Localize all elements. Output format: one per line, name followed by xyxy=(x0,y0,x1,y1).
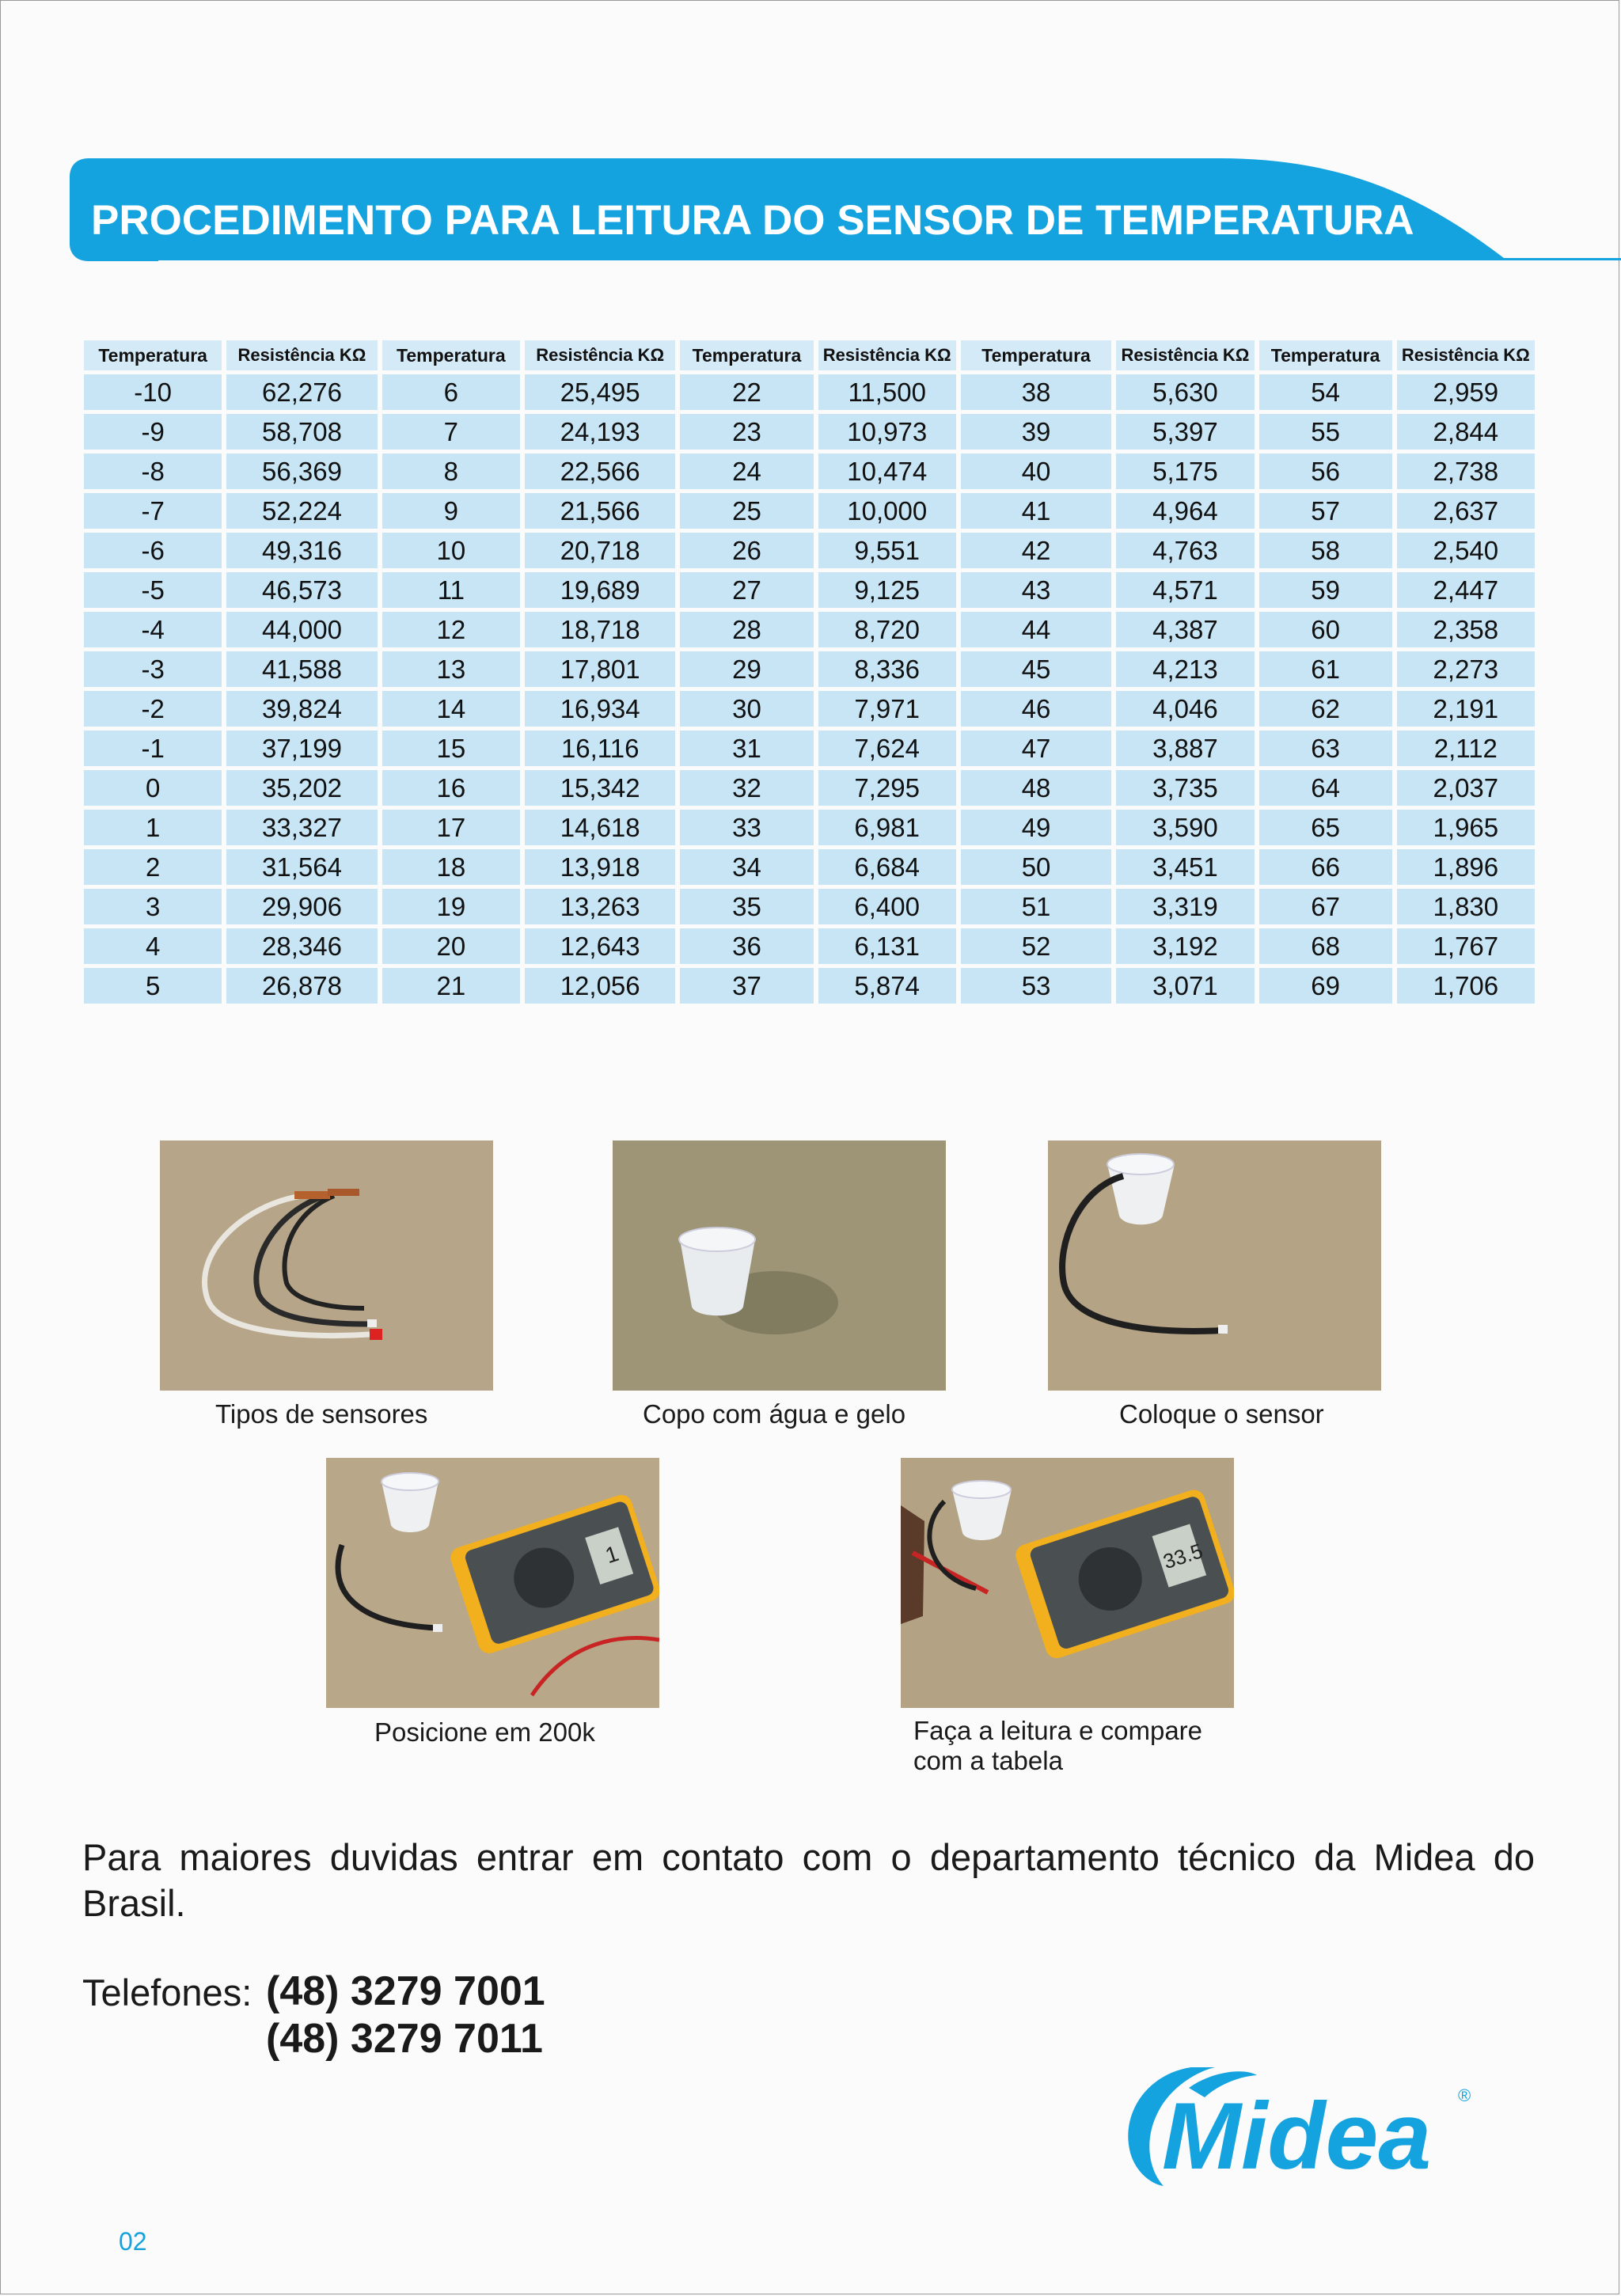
temperature-cell: 36 xyxy=(680,928,813,964)
resistance-cell: 62,276 xyxy=(226,374,377,410)
header-resistance: Resistência KΩ xyxy=(1397,340,1535,370)
table-row xyxy=(84,414,1535,450)
resistance-cell: 25,495 xyxy=(525,374,675,410)
temperature-cell: -1 xyxy=(84,731,222,766)
temperature-cell: 17 xyxy=(382,810,520,845)
temperature-cell: 24 xyxy=(680,454,813,489)
resistance-cell: 52,224 xyxy=(226,493,377,529)
table-row xyxy=(84,454,1535,489)
resistance-cell: 6,981 xyxy=(818,810,956,845)
resistance-cell: 1,830 xyxy=(1397,889,1535,924)
resistance-cell: 19,689 xyxy=(525,572,675,608)
resistance-cell: 28,346 xyxy=(226,928,377,964)
resistance-cell: 3,590 xyxy=(1116,810,1254,845)
temperature-cell: 25 xyxy=(680,493,813,529)
temperature-cell: 31 xyxy=(680,731,813,766)
temperature-cell: 53 xyxy=(961,968,1111,1004)
resistance-cell: 26,878 xyxy=(226,968,377,1004)
temperature-cell: 15 xyxy=(382,731,520,766)
temperature-cell: 14 xyxy=(382,691,520,727)
temperature-cell: 7 xyxy=(382,414,520,450)
temperature-cell: 16 xyxy=(382,770,520,806)
temperature-cell: 6 xyxy=(382,374,520,410)
page-title: PROCEDIMENTO PARA LEITURA DO SENSOR DE TEMPERATURA xyxy=(91,197,1414,244)
midea-logo-text: Midea xyxy=(1162,2083,1432,2189)
midea-logo xyxy=(1116,2050,1488,2192)
photo-place-sensor xyxy=(1048,1140,1381,1391)
table-row xyxy=(84,612,1535,647)
temperature-cell: -10 xyxy=(84,374,222,410)
resistance-cell: 6,131 xyxy=(818,928,956,964)
resistance-cell: 10,474 xyxy=(818,454,956,489)
resistance-cell: 7,624 xyxy=(818,731,956,766)
resistance-cell: 35,202 xyxy=(226,770,377,806)
resistance-cell: 9,551 xyxy=(818,533,956,568)
temperature-cell: 64 xyxy=(1259,770,1392,806)
temperature-cell: 61 xyxy=(1259,651,1392,687)
resistance-cell: 2,738 xyxy=(1397,454,1535,489)
resistance-cell: 1,896 xyxy=(1397,849,1535,885)
temperature-cell: 62 xyxy=(1259,691,1392,727)
resistance-cell: 5,175 xyxy=(1116,454,1254,489)
resistance-cell: 10,000 xyxy=(818,493,956,529)
resistance-cell: 1,965 xyxy=(1397,810,1535,845)
resistance-cell: 2,358 xyxy=(1397,612,1535,647)
temperature-cell: 28 xyxy=(680,612,813,647)
caption-sensor-types: Tipos de sensores xyxy=(215,1399,428,1429)
header-temperature: Temperatura xyxy=(84,340,222,370)
table-row xyxy=(84,810,1535,845)
temperature-cell: 41 xyxy=(961,493,1111,529)
resistance-cell: 5,874 xyxy=(818,968,956,1004)
temperature-cell: 18 xyxy=(382,849,520,885)
header-temperature: Temperatura xyxy=(680,340,813,370)
resistance-cell: 2,540 xyxy=(1397,533,1535,568)
temperature-cell: -4 xyxy=(84,612,222,647)
multimeter-display-200k: 1 xyxy=(602,1540,622,1569)
table-row xyxy=(84,849,1535,885)
temperature-cell: -7 xyxy=(84,493,222,529)
temperature-cell: 38 xyxy=(961,374,1111,410)
table-row xyxy=(84,651,1535,687)
photo-read-value xyxy=(901,1458,1234,1708)
temperature-cell: 60 xyxy=(1259,612,1392,647)
temperature-cell: 63 xyxy=(1259,731,1392,766)
resistance-cell: 3,735 xyxy=(1116,770,1254,806)
resistance-cell: 6,684 xyxy=(818,849,956,885)
resistance-cell: 20,718 xyxy=(525,533,675,568)
resistance-cell: 1,706 xyxy=(1397,968,1535,1004)
header-resistance: Resistência KΩ xyxy=(525,340,675,370)
temperature-cell: 43 xyxy=(961,572,1111,608)
resistance-cell: 5,397 xyxy=(1116,414,1254,450)
multimeter-display-reading: 33.5 xyxy=(1160,1539,1206,1574)
temperature-cell: 33 xyxy=(680,810,813,845)
resistance-cell: 4,213 xyxy=(1116,651,1254,687)
temperature-cell: 49 xyxy=(961,810,1111,845)
table-row xyxy=(84,374,1535,410)
resistance-cell: 2,637 xyxy=(1397,493,1535,529)
temperature-cell: 8 xyxy=(382,454,520,489)
temperature-cell: 10 xyxy=(382,533,520,568)
resistance-cell: 6,400 xyxy=(818,889,956,924)
resistance-cell: 15,342 xyxy=(525,770,675,806)
photo-multimeter-200k xyxy=(326,1458,659,1708)
temperature-cell: 5 xyxy=(84,968,222,1004)
table-row xyxy=(84,928,1535,964)
resistance-cell: 2,959 xyxy=(1397,374,1535,410)
table-row xyxy=(84,770,1535,806)
temperature-cell: -8 xyxy=(84,454,222,489)
header-resistance: Resistência KΩ xyxy=(226,340,377,370)
temperature-cell: 35 xyxy=(680,889,813,924)
resistance-cell: 41,588 xyxy=(226,651,377,687)
page-number: 02 xyxy=(119,2227,147,2256)
table-row xyxy=(84,889,1535,924)
resistance-cell: 12,643 xyxy=(525,928,675,964)
temperature-cell: 47 xyxy=(961,731,1111,766)
temperature-cell: -5 xyxy=(84,572,222,608)
resistance-cell: 33,327 xyxy=(226,810,377,845)
resistance-cell: 18,718 xyxy=(525,612,675,647)
header-temperature: Temperatura xyxy=(1259,340,1392,370)
temperature-cell: 54 xyxy=(1259,374,1392,410)
temperature-cell: 50 xyxy=(961,849,1111,885)
temperature-cell: 42 xyxy=(961,533,1111,568)
table-row xyxy=(84,731,1535,766)
resistance-cell: 16,934 xyxy=(525,691,675,727)
temperature-cell: 52 xyxy=(961,928,1111,964)
resistance-cell: 5,630 xyxy=(1116,374,1254,410)
temperature-cell: -9 xyxy=(84,414,222,450)
resistance-cell: 56,369 xyxy=(226,454,377,489)
resistance-cell: 3,451 xyxy=(1116,849,1254,885)
temperature-cell: 39 xyxy=(961,414,1111,450)
resistance-cell: 29,906 xyxy=(226,889,377,924)
temperature-cell: 59 xyxy=(1259,572,1392,608)
temperature-cell: 23 xyxy=(680,414,813,450)
temperature-cell: 44 xyxy=(961,612,1111,647)
temperature-cell: 1 xyxy=(84,810,222,845)
resistance-cell: 8,336 xyxy=(818,651,956,687)
temperature-cell: 27 xyxy=(680,572,813,608)
temperature-cell: 40 xyxy=(961,454,1111,489)
temperature-cell: -3 xyxy=(84,651,222,687)
resistance-cell: 22,566 xyxy=(525,454,675,489)
table-body xyxy=(84,374,1535,1004)
resistance-cell: 7,971 xyxy=(818,691,956,727)
table-row xyxy=(84,493,1535,529)
temperature-cell: 55 xyxy=(1259,414,1392,450)
resistance-cell: 49,316 xyxy=(226,533,377,568)
resistance-cell: 44,000 xyxy=(226,612,377,647)
temperature-cell: 29 xyxy=(680,651,813,687)
caption-cup-ice-water: Copo com água e gelo xyxy=(643,1399,906,1429)
phones-label: Telefones: xyxy=(82,1972,252,2013)
temperature-cell: 56 xyxy=(1259,454,1392,489)
resistance-cell: 2,844 xyxy=(1397,414,1535,450)
temperature-cell: 22 xyxy=(680,374,813,410)
temperature-cell: 2 xyxy=(84,849,222,885)
resistance-cell: 8,720 xyxy=(818,612,956,647)
resistance-cell: 9,125 xyxy=(818,572,956,608)
header-temperature: Temperatura xyxy=(961,340,1111,370)
resistance-cell: 2,191 xyxy=(1397,691,1535,727)
temperature-cell: 57 xyxy=(1259,493,1392,529)
resistance-table xyxy=(79,336,1539,1008)
resistance-cell: 7,295 xyxy=(818,770,956,806)
resistance-cell: 24,193 xyxy=(525,414,675,450)
resistance-cell: 2,037 xyxy=(1397,770,1535,806)
temperature-cell: 66 xyxy=(1259,849,1392,885)
caption-place-sensor: Coloque o sensor xyxy=(1119,1399,1324,1429)
resistance-cell: 13,918 xyxy=(525,849,675,885)
temperature-cell: 51 xyxy=(961,889,1111,924)
resistance-cell: 10,973 xyxy=(818,414,956,450)
resistance-cell: 16,116 xyxy=(525,731,675,766)
resistance-cell: 1,767 xyxy=(1397,928,1535,964)
resistance-cell: 17,801 xyxy=(525,651,675,687)
table-row xyxy=(84,968,1535,1004)
temperature-cell: 32 xyxy=(680,770,813,806)
header-resistance: Resistência KΩ xyxy=(818,340,956,370)
resistance-cell: 14,618 xyxy=(525,810,675,845)
temperature-cell: 21 xyxy=(382,968,520,1004)
temperature-cell: 0 xyxy=(84,770,222,806)
resistance-table-wrapper xyxy=(79,336,1539,1008)
temperature-cell: 19 xyxy=(382,889,520,924)
resistance-cell: 4,763 xyxy=(1116,533,1254,568)
midea-logo-graphic xyxy=(1116,2050,1488,2192)
table-row xyxy=(84,572,1535,608)
temperature-cell: 46 xyxy=(961,691,1111,727)
photo-cup-ice-water xyxy=(613,1140,946,1391)
temperature-cell: 12 xyxy=(382,612,520,647)
resistance-cell: 12,056 xyxy=(525,968,675,1004)
temperature-cell: 4 xyxy=(84,928,222,964)
resistance-cell: 4,964 xyxy=(1116,493,1254,529)
temperature-cell: 30 xyxy=(680,691,813,727)
phone-number-1: (48) 3279 7001 xyxy=(266,1968,545,2014)
resistance-cell: 3,887 xyxy=(1116,731,1254,766)
temperature-cell: 45 xyxy=(961,651,1111,687)
resistance-cell: 21,566 xyxy=(525,493,675,529)
caption-multimeter-200k: Posicione em 200k xyxy=(374,1717,595,1747)
phone-number-2: (48) 3279 7011 xyxy=(266,2016,543,2062)
table-row xyxy=(84,533,1535,568)
resistance-cell: 13,263 xyxy=(525,889,675,924)
temperature-cell: 3 xyxy=(84,889,222,924)
temperature-cell: 13 xyxy=(382,651,520,687)
temperature-cell: 68 xyxy=(1259,928,1392,964)
temperature-cell: 11 xyxy=(382,572,520,608)
temperature-cell: 67 xyxy=(1259,889,1392,924)
photo-sensor-types xyxy=(160,1140,493,1391)
resistance-cell: 2,112 xyxy=(1397,731,1535,766)
resistance-cell: 3,192 xyxy=(1116,928,1254,964)
resistance-cell: 2,447 xyxy=(1397,572,1535,608)
resistance-cell: 37,199 xyxy=(226,731,377,766)
temperature-cell: -2 xyxy=(84,691,222,727)
resistance-cell: 46,573 xyxy=(226,572,377,608)
temperature-cell: 20 xyxy=(382,928,520,964)
temperature-cell: 58 xyxy=(1259,533,1392,568)
resistance-cell: 4,571 xyxy=(1116,572,1254,608)
registered-mark: ® xyxy=(1458,2085,1471,2105)
resistance-cell: 2,273 xyxy=(1397,651,1535,687)
table-row xyxy=(84,691,1535,727)
temperature-cell: 37 xyxy=(680,968,813,1004)
resistance-cell: 4,046 xyxy=(1116,691,1254,727)
resistance-cell: 11,500 xyxy=(818,374,956,410)
temperature-cell: 34 xyxy=(680,849,813,885)
resistance-cell: 4,387 xyxy=(1116,612,1254,647)
header-temperature: Temperatura xyxy=(382,340,520,370)
resistance-cell: 3,319 xyxy=(1116,889,1254,924)
temperature-cell: 69 xyxy=(1259,968,1392,1004)
resistance-cell: 3,071 xyxy=(1116,968,1254,1004)
temperature-cell: -6 xyxy=(84,533,222,568)
temperature-cell: 9 xyxy=(382,493,520,529)
temperature-cell: 48 xyxy=(961,770,1111,806)
caption-read-value: Faça a leitura e compare com a tabela xyxy=(913,1716,1203,1775)
table-header-row xyxy=(84,340,1535,370)
resistance-cell: 31,564 xyxy=(226,849,377,885)
resistance-cell: 58,708 xyxy=(226,414,377,450)
temperature-cell: 65 xyxy=(1259,810,1392,845)
header-resistance: Resistência KΩ xyxy=(1116,340,1254,370)
resistance-cell: 39,824 xyxy=(226,691,377,727)
contact-paragraph: Para maiores duvidas entrar em contato com o departamento técnico da Midea do Brasil. xyxy=(82,1836,1535,1924)
temperature-cell: 26 xyxy=(680,533,813,568)
